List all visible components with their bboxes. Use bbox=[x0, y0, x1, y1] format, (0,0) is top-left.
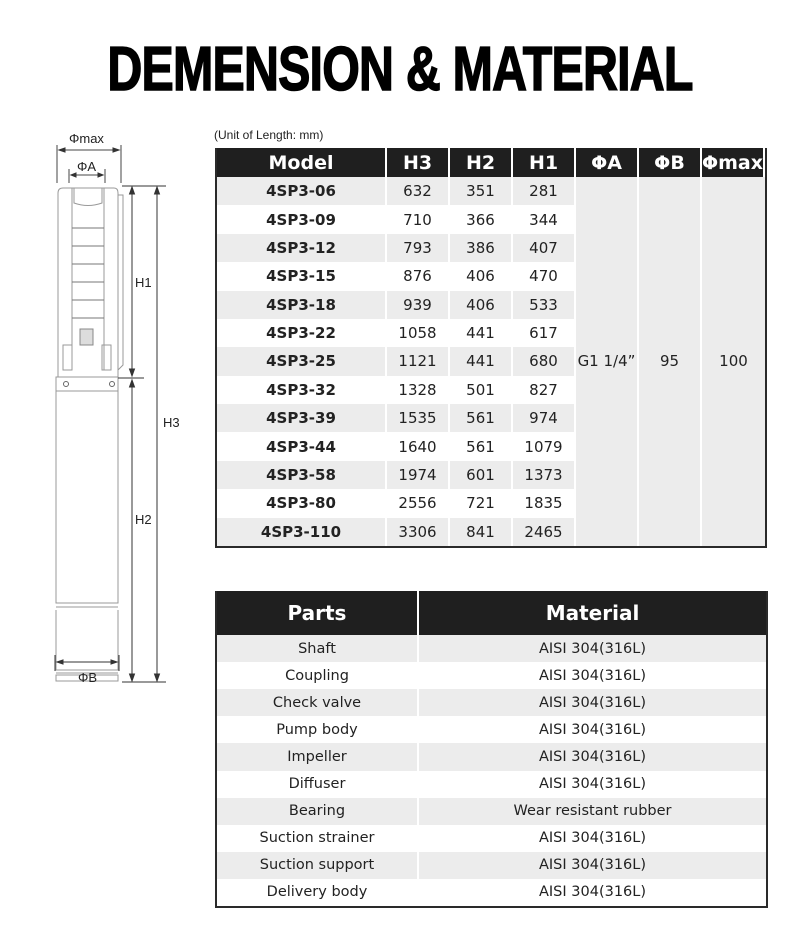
page-title: DEMENSION & MATERIAL bbox=[107, 35, 693, 104]
header-h1: H1 bbox=[513, 148, 576, 177]
h1-cell: 470 bbox=[513, 262, 576, 290]
part-name-cell: Coupling bbox=[217, 662, 419, 689]
material-cell: AISI 304(316L) bbox=[419, 825, 766, 852]
model-cell: 4SP3-06 bbox=[217, 177, 387, 205]
header-material: Material bbox=[419, 591, 766, 635]
material-table bbox=[215, 591, 768, 908]
h2-cell: 561 bbox=[450, 404, 513, 432]
material-cell: AISI 304(316L) bbox=[419, 852, 766, 879]
part-name-cell: Suction support bbox=[217, 852, 419, 879]
h3-label: H3 bbox=[163, 415, 180, 430]
material-cell: Wear resistant rubber bbox=[419, 798, 766, 825]
h3-cell: 1058 bbox=[387, 319, 450, 347]
model-cell: 4SP3-80 bbox=[217, 489, 387, 517]
part-name-cell: Bearing bbox=[217, 798, 419, 825]
model-cell: 4SP3-09 bbox=[217, 205, 387, 233]
h1-cell: 407 bbox=[513, 234, 576, 262]
h2-cell: 366 bbox=[450, 205, 513, 233]
h2-cell: 386 bbox=[450, 234, 513, 262]
h1-cell: 1373 bbox=[513, 461, 576, 489]
phi-b-value: 95 bbox=[639, 177, 702, 546]
h1-cell: 2465 bbox=[513, 518, 576, 546]
h3-cell: 710 bbox=[387, 205, 450, 233]
h2-cell: 561 bbox=[450, 432, 513, 460]
part-name-cell: Impeller bbox=[217, 743, 419, 770]
model-cell: 4SP3-25 bbox=[217, 347, 387, 375]
pump-dimension-diagram bbox=[40, 125, 200, 690]
h2-label: H2 bbox=[135, 512, 152, 527]
part-name-cell: Pump body bbox=[217, 716, 419, 743]
header-model: Model bbox=[217, 148, 387, 177]
h3-cell: 1535 bbox=[387, 404, 450, 432]
model-cell: 4SP3-44 bbox=[217, 432, 387, 460]
model-cell: 4SP3-39 bbox=[217, 404, 387, 432]
material-cell: AISI 304(316L) bbox=[419, 771, 766, 798]
h3-cell: 3306 bbox=[387, 518, 450, 546]
h1-label: H1 bbox=[135, 275, 152, 290]
h1-cell: 344 bbox=[513, 205, 576, 233]
model-cell: 4SP3-32 bbox=[217, 376, 387, 404]
h2-cell: 601 bbox=[450, 461, 513, 489]
material-cell: AISI 304(316L) bbox=[419, 689, 766, 716]
part-name-cell: Suction strainer bbox=[217, 825, 419, 852]
h1-cell: 533 bbox=[513, 291, 576, 319]
h2-cell: 351 bbox=[450, 177, 513, 205]
h1-cell: 1835 bbox=[513, 489, 576, 517]
material-cell: AISI 304(316L) bbox=[419, 716, 766, 743]
h2-cell: 721 bbox=[450, 489, 513, 517]
phi-a-value: G1 1/4” bbox=[576, 177, 639, 546]
pump-drawing bbox=[40, 125, 200, 690]
phi-a-label: ΦA bbox=[77, 159, 97, 174]
h2-cell: 441 bbox=[450, 347, 513, 375]
h3-cell: 1974 bbox=[387, 461, 450, 489]
header-phi-max: Φmax bbox=[702, 148, 765, 177]
h2-cell: 501 bbox=[450, 376, 513, 404]
h3-cell: 939 bbox=[387, 291, 450, 319]
phi-max-value: 100 bbox=[702, 177, 765, 546]
h2-cell: 441 bbox=[450, 319, 513, 347]
material-cell: AISI 304(316L) bbox=[419, 743, 766, 770]
material-cell: AISI 304(316L) bbox=[419, 879, 766, 906]
h1-cell: 974 bbox=[513, 404, 576, 432]
h3-cell: 793 bbox=[387, 234, 450, 262]
header-phi-a: ΦA bbox=[576, 148, 639, 177]
material-cell: AISI 304(316L) bbox=[419, 662, 766, 689]
h3-cell: 876 bbox=[387, 262, 450, 290]
h2-cell: 406 bbox=[450, 291, 513, 319]
model-cell: 4SP3-22 bbox=[217, 319, 387, 347]
h3-cell: 1121 bbox=[387, 347, 450, 375]
model-cell: 4SP3-15 bbox=[217, 262, 387, 290]
part-name-cell: Shaft bbox=[217, 635, 419, 662]
part-name-cell: Check valve bbox=[217, 689, 419, 716]
header-h2: H2 bbox=[450, 148, 513, 177]
h1-cell: 827 bbox=[513, 376, 576, 404]
header-parts: Parts bbox=[217, 591, 419, 635]
h1-cell: 617 bbox=[513, 319, 576, 347]
part-name-cell: Diffuser bbox=[217, 771, 419, 798]
material-cell: AISI 304(316L) bbox=[419, 635, 766, 662]
model-cell: 4SP3-18 bbox=[217, 291, 387, 319]
h3-cell: 632 bbox=[387, 177, 450, 205]
dimension-table bbox=[215, 148, 767, 548]
part-name-cell: Delivery body bbox=[217, 879, 419, 906]
header-phi-b: ΦB bbox=[639, 148, 702, 177]
phi-b-label: ΦB bbox=[78, 670, 98, 685]
h2-cell: 841 bbox=[450, 518, 513, 546]
h1-cell: 281 bbox=[513, 177, 576, 205]
h2-cell: 406 bbox=[450, 262, 513, 290]
h3-cell: 1640 bbox=[387, 432, 450, 460]
h3-cell: 2556 bbox=[387, 489, 450, 517]
model-cell: 4SP3-12 bbox=[217, 234, 387, 262]
model-cell: 4SP3-58 bbox=[217, 461, 387, 489]
header-h3: H3 bbox=[387, 148, 450, 177]
phi-max-label: Φmax bbox=[69, 131, 104, 146]
h1-cell: 1079 bbox=[513, 432, 576, 460]
h1-cell: 680 bbox=[513, 347, 576, 375]
h3-cell: 1328 bbox=[387, 376, 450, 404]
model-cell: 4SP3-110 bbox=[217, 518, 387, 546]
unit-note: (Unit of Length: mm) bbox=[214, 128, 324, 142]
